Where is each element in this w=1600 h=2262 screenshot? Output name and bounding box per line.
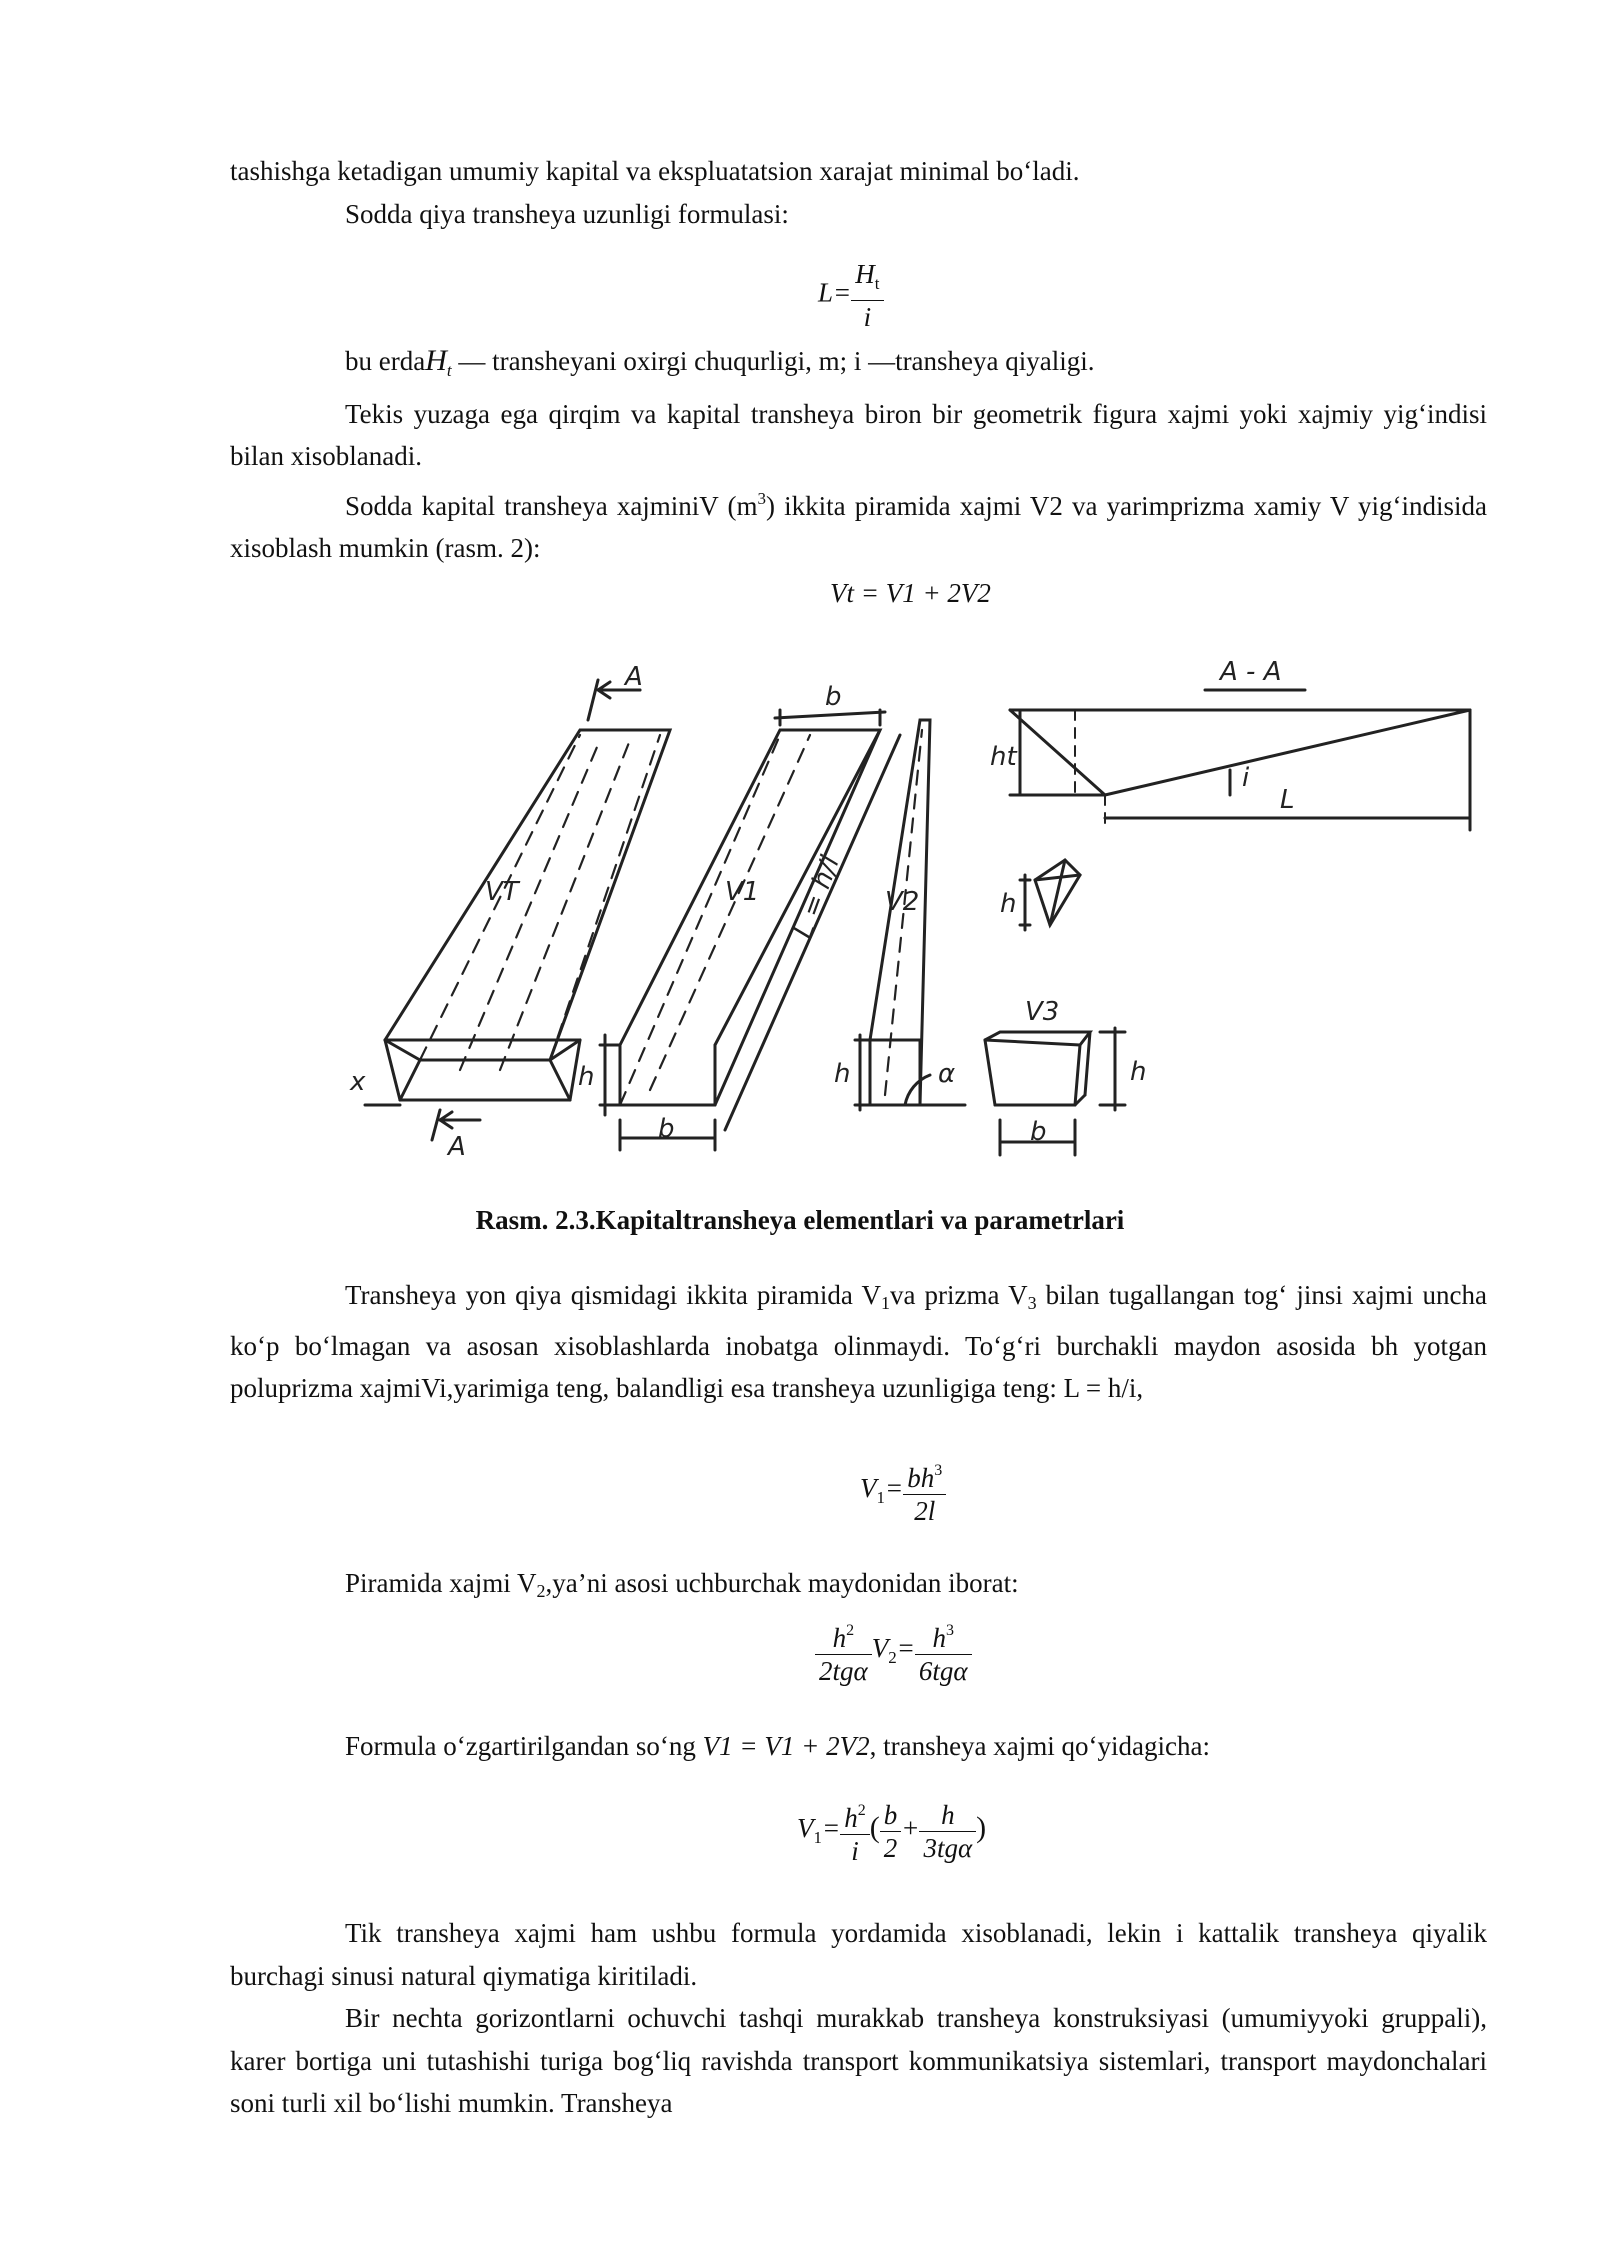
text-top	[230, 150, 1487, 235]
eq4-f1-num: h	[832, 1623, 847, 1653]
transheya-figure	[340, 650, 1500, 1180]
paragraph-3	[230, 340, 1487, 393]
p7-a: Piramida xajmi V	[345, 1568, 537, 1598]
paragraph-2: Sodda qiya transheya uzunligi formulasi:	[345, 198, 789, 229]
eq5-fraction-1	[840, 1795, 870, 1867]
figure-caption	[0, 1205, 1600, 1236]
paragraph-6	[230, 1274, 1487, 1410]
equation-v2: $\frac{h^2}{\text{2tgα}}$ $V_2=$ $\frac{h^3}{\text{6tgα}}$	[815, 1615, 972, 1687]
label-h-v3: h	[1130, 1057, 1147, 1087]
p3-symbol: H	[425, 344, 447, 377]
p6-b-sub: 3	[1027, 1293, 1037, 1313]
eq4-f1-den: 2tgα	[819, 1656, 868, 1686]
text-bottom	[230, 1912, 1487, 2125]
eq5-f1-num-sup: 2	[857, 1802, 866, 1819]
label-l-diag: L = h/i	[788, 852, 846, 943]
eq1-fraction	[851, 258, 883, 333]
p3-post: — transheyani oxirgi chuqurligi, m; i —transheya qiyaligi.	[451, 346, 1095, 376]
eq5-lhs: V	[797, 1813, 814, 1844]
eq5-f1-den: i	[851, 1836, 859, 1866]
label-a-top: A	[625, 662, 643, 692]
label-h-v2: h	[834, 1059, 851, 1089]
paragraph-4: Tekis yuzaga ega qirqim va kapital transheya biron bir geometrik figura xajmi yoki xajmiy yig‘indisi bilan xisoblanadi.	[230, 398, 1487, 471]
p6-b: va prizma V	[889, 1280, 1028, 1310]
small-pyramid	[1020, 860, 1080, 930]
eq5-f1-num: h	[844, 1803, 858, 1833]
label-x: x	[350, 1067, 366, 1097]
eq5-fraction-2	[880, 1799, 902, 1864]
text-formula-change	[230, 1725, 1487, 1768]
label-b-mid: b	[658, 1114, 675, 1144]
p3-pre: bu erda	[345, 346, 426, 376]
p6-a: Transheya yon qiya qismidagi ikkita piramida V	[345, 1280, 881, 1310]
eq4-fraction-2	[915, 1615, 972, 1687]
label-a-bottom: A	[448, 1132, 466, 1162]
label-h-small: h	[1000, 889, 1017, 919]
paragraph-5	[230, 478, 1487, 570]
eq4-mid: V	[871, 1633, 889, 1664]
eq4-f2-num: h	[932, 1623, 947, 1653]
paragraph-8	[230, 1725, 1487, 1768]
label-i-section: i	[1242, 763, 1250, 793]
eq5-lhs-sub: 1	[813, 1828, 822, 1848]
p8-b: , transheya xajmi qo‘yidagicha:	[869, 1731, 1210, 1761]
section-aa	[1010, 690, 1470, 830]
label-b-top: b	[825, 682, 842, 712]
label-h-mid: h	[578, 1062, 595, 1092]
eq3-num: bh	[907, 1463, 935, 1493]
p5-post: ) ikkita piramida xajmi V2 va yarimprizma xamiy V yig‘indisida xisoblash mumkin (rasm. 2):	[230, 490, 1487, 563]
eq1-den: i	[863, 302, 872, 332]
eq5-f2-den: 2	[883, 1832, 898, 1863]
p6-c: bilan tugallangan tog‘ jinsi xajmi uncha ko‘p bo‘lmagan va asosan xisoblashlarda inobatga olinmaydi. To‘g‘ri burchakli maydon asosida bh yotgan poluprizma xajmiVi,yarimiga teng, balandligi esa transheya uzunligiga teng: L = h/i,	[230, 1280, 1487, 1403]
eq5-f2-num: b	[880, 1799, 902, 1832]
p8-formula: V1 = V1 + 2V2	[702, 1731, 870, 1761]
eq3-lhs: V	[860, 1473, 877, 1504]
eq4-f2-num-sup: 3	[946, 1622, 955, 1639]
eq1-lhs: L	[818, 277, 834, 308]
label-ht: ht	[990, 742, 1017, 772]
label-b-v3: b	[1030, 1117, 1047, 1147]
text-lower	[230, 1274, 1487, 1410]
eq1-num: H	[855, 259, 875, 289]
paragraph-10: Bir nechta gorizontlarni ochuvchi tashqi murakkab transheya konstruksiyasi (umumiyyoki gruppali), karer bortiga uni tutashishi turiga bog‘liq ravishda transport kommunikatsiya sistemlari, transport maydonchalari soni turli xil bo‘lishi mumkin. Transheya	[230, 2003, 1487, 2118]
eq5-f3-den: 3tgα	[923, 1832, 973, 1863]
equation-v1: $V_1=$ $\frac{bh^3}{2l}$	[860, 1455, 946, 1527]
p7-a-sub: 2	[536, 1581, 546, 1601]
paragraph-7	[230, 1562, 1487, 1613]
eq4-mid-sub: 2	[888, 1648, 897, 1668]
p5-pre: Sodda kapital transheya xajminiV (m	[345, 490, 758, 521]
label-section: A - A	[1220, 657, 1282, 687]
eq5-fraction-3	[919, 1799, 976, 1864]
p7-b: ,ya’ni asosi uchburchak maydonidan iborat:	[545, 1568, 1019, 1598]
label-v3: V3	[1025, 997, 1060, 1027]
equation-length: L= $\frac{H_t}{i}$	[818, 258, 884, 333]
eq3-den: 2l	[914, 1496, 936, 1526]
label-v2: V2	[885, 887, 920, 917]
label-l-section: L	[1280, 785, 1295, 815]
eq4-f2-den: 6tgα	[918, 1656, 968, 1686]
p6-a-sub: 1	[880, 1293, 890, 1313]
label-vt: VT	[485, 877, 519, 907]
text-pyramid	[230, 1562, 1487, 1613]
paragraph-9: Tik transheya xajmi ham ushbu formula yordamida xisoblanadi, lekin i kattalik transheya qiyalik burchagi sinusi natural qiymatiga kiritiladi.	[230, 1918, 1487, 1991]
eq1-num-sub: t	[874, 274, 880, 293]
shape-vt	[385, 730, 670, 1100]
paragraph-1: tashishga ketadigan umumiy kapital va ekspluatatsion xarajat minimal bo‘ladi.	[230, 156, 1080, 186]
p5-sup: 3	[757, 488, 766, 508]
label-v1: V1	[725, 877, 760, 907]
shape-v3	[985, 1028, 1125, 1155]
eq3-num-sup: 3	[934, 1462, 943, 1479]
equation-final: $V_1=$ $\frac{h^2}{i}$ ( $\frac{b}{2}$ + $\frac{h}{\text{3tgα}}$ )	[797, 1795, 986, 1867]
label-alpha: α	[938, 1059, 956, 1089]
p8-a: Formula o‘zgartirilgandan so‘ng	[345, 1731, 703, 1761]
eq5-f3-num: h	[919, 1799, 976, 1832]
eq4-fraction-1	[815, 1615, 872, 1687]
caption-title: .Kapitaltransheya elementlari va parametrlari	[588, 1205, 1125, 1235]
eq3-lhs-sub: 1	[876, 1488, 885, 1508]
caption-number: Rasm. 2.3	[475, 1205, 589, 1235]
p3-symbol-sub: t	[446, 361, 452, 380]
text-middle	[230, 340, 1487, 570]
eq3-fraction	[903, 1455, 946, 1527]
eq4-f1-num-sup: 2	[846, 1622, 855, 1639]
equation-volume-total: Vt = V1 + 2V2	[830, 578, 991, 608]
